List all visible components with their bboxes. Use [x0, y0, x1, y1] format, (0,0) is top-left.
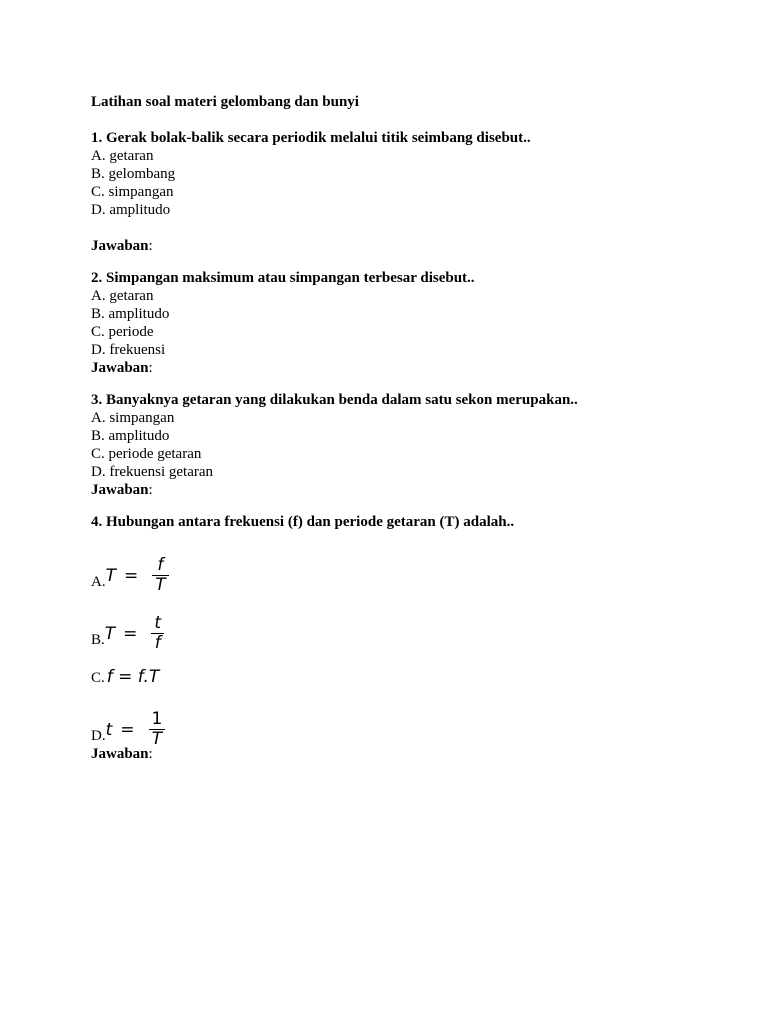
denominator: T	[151, 729, 163, 749]
question-1	[91, 129, 711, 255]
formula	[106, 556, 169, 595]
fraction	[151, 614, 164, 653]
option-a	[91, 549, 711, 595]
option-c: C. periode getaran	[91, 446, 202, 462]
answer-line	[91, 359, 711, 377]
option-b: B. amplitudo	[91, 306, 170, 322]
question-2	[91, 269, 711, 377]
option-d	[91, 703, 711, 749]
formula	[106, 710, 166, 749]
question-text: 1. Gerak bolak-balik secara periodik melalui titik seimbang disebut..	[91, 130, 531, 146]
answer-line	[91, 481, 711, 499]
answer-colon: :	[148, 746, 153, 762]
option-c	[91, 665, 711, 687]
option-a: A. getaran	[91, 148, 154, 164]
question-text: 4. Hubungan antara frekuensi (f) dan periode getaran (T) adalah..	[91, 514, 515, 530]
answer-label: Jawaban	[91, 482, 149, 498]
option-a: A. getaran	[91, 288, 154, 304]
option-c: C. simpangan	[91, 184, 174, 200]
option-a: A. simpangan	[91, 410, 175, 426]
formula-lhs: t	[105, 719, 113, 740]
option-letter: A.	[91, 574, 106, 590]
question-4	[91, 513, 711, 763]
question-text: 3. Banyaknya getaran yang dilakukan benda dalam satu sekon merupakan..	[91, 392, 578, 408]
denominator: T	[155, 575, 166, 595]
answer-colon: :	[148, 482, 153, 498]
option-b: B. amplitudo	[91, 428, 170, 444]
option-letter: D.	[91, 728, 106, 744]
option-d: D. frekuensi getaran	[91, 464, 214, 480]
equals-sign: =	[123, 565, 139, 586]
formula-lhs: T	[104, 623, 116, 644]
numerator: t	[154, 613, 162, 633]
answer-colon: :	[148, 238, 153, 254]
answer-label: Jawaban	[91, 360, 149, 376]
formula	[105, 614, 164, 653]
fraction	[149, 710, 166, 749]
answer-label: Jawaban	[91, 746, 149, 762]
answer-colon: :	[148, 360, 153, 376]
numerator: 1	[151, 709, 163, 729]
fraction	[152, 556, 168, 595]
answer-label: Jawaban	[91, 238, 149, 254]
option-letter: C.	[91, 670, 105, 686]
answer-line	[91, 745, 711, 763]
option-b: B. gelombang	[91, 166, 176, 182]
document-title: Latihan soal materi gelombang dan bunyi	[91, 94, 359, 110]
question-3	[91, 391, 711, 499]
question-text: 2. Simpangan maksimum atau simpangan terbesar disebut..	[91, 270, 475, 286]
numerator: f	[157, 555, 164, 575]
formula-lhs: T	[105, 565, 116, 586]
equals-sign: =	[123, 623, 138, 644]
option-d: D. amplitudo	[91, 202, 171, 218]
option-c: C. periode	[91, 324, 154, 340]
option-b	[91, 607, 711, 653]
document-body	[91, 93, 711, 763]
option-letter: B.	[91, 632, 105, 648]
formula: f = f.T	[106, 667, 160, 687]
answer-line	[91, 237, 711, 255]
denominator: f	[154, 633, 161, 653]
equals-sign: =	[120, 719, 135, 740]
option-d: D. frekuensi	[91, 342, 166, 358]
